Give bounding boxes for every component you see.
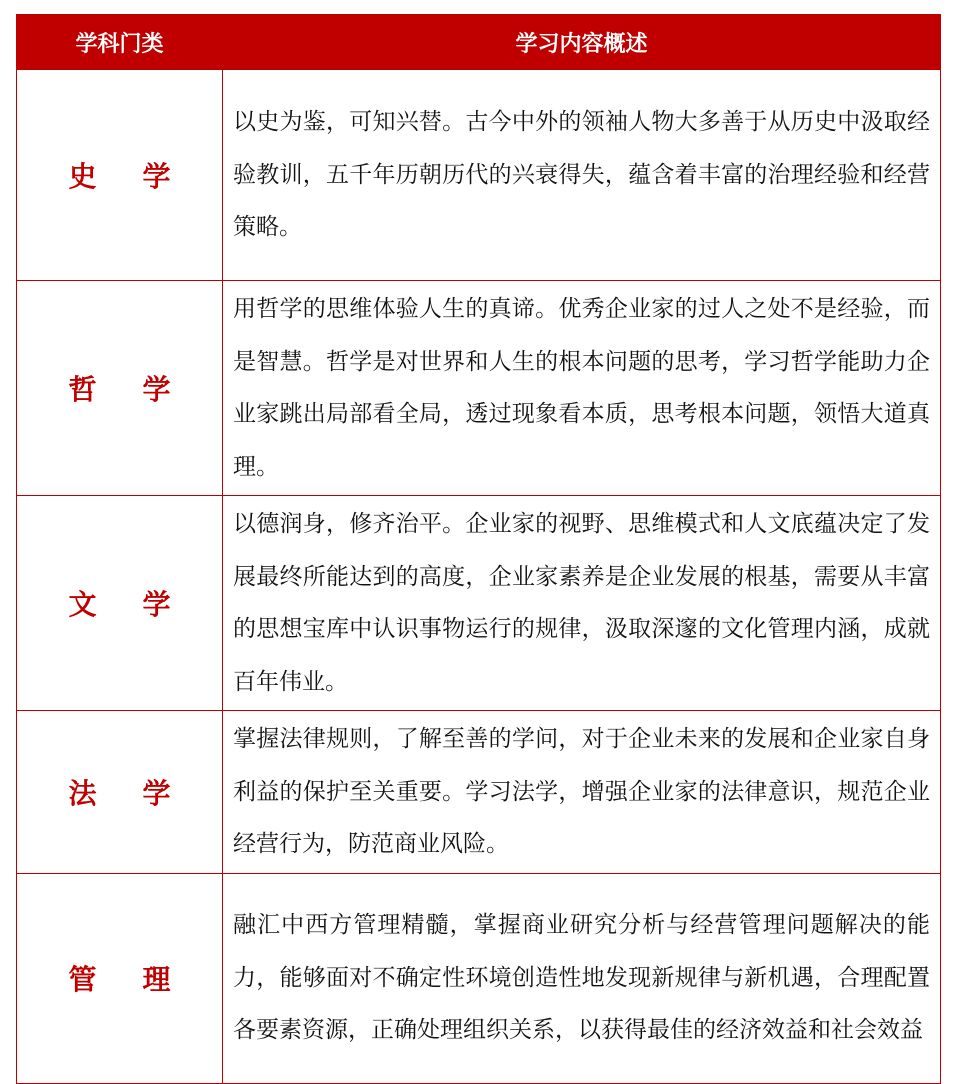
subject-cell: 法学	[17, 711, 223, 874]
table-row	[17, 496, 941, 711]
subject-table	[16, 14, 941, 1084]
description-cell: 融汇中西方管理精髓，掌握商业研究分析与经营管理问题解决的能力，能够面对不确定性环境创造性地发现新规律与新机遇，合理配置各要素资源，正确处理组织关系，以获得最佳的经济效益和社会效益	[223, 873, 941, 1083]
table-row	[17, 70, 941, 281]
header-content-overview: 学习内容概述	[223, 15, 941, 70]
table-row	[17, 711, 941, 874]
table-row	[17, 873, 941, 1083]
subject-cell: 史学	[17, 70, 223, 281]
description-cell: 掌握法律规则，了解至善的学问，对于企业未来的发展和企业家自身利益的保护至关重要。学习法学，增强企业家的法律意识，规范企业经营行为，防范商业风险。	[223, 711, 941, 874]
description-cell: 以史为鉴，可知兴替。古今中外的领袖人物大多善于从历史中汲取经验教训，五千年历朝历代的兴衰得失，蕴含着丰富的治理经验和经营策略。	[223, 70, 941, 281]
table-row	[17, 281, 941, 496]
description-cell: 以德润身，修齐治平。企业家的视野、思维模式和人文底蕴决定了发展最终所能达到的高度，企业家素养是企业发展的根基，需要从丰富的思想宝库中认识事物运行的规律，汲取深邃的文化管理内涵，成就百年伟业。	[223, 496, 941, 711]
subject-cell: 哲学	[17, 281, 223, 496]
header-subject-category: 学科门类	[17, 15, 223, 70]
subject-cell: 文学	[17, 496, 223, 711]
table-header-row	[17, 15, 941, 70]
subject-cell: 管理	[17, 873, 223, 1083]
description-cell: 用哲学的思维体验人生的真谛。优秀企业家的过人之处不是经验，而是智慧。哲学是对世界和人生的根本问题的思考，学习哲学能助力企业家跳出局部看全局，透过现象看本质，思考根本问题，领悟大道真理。	[223, 281, 941, 496]
